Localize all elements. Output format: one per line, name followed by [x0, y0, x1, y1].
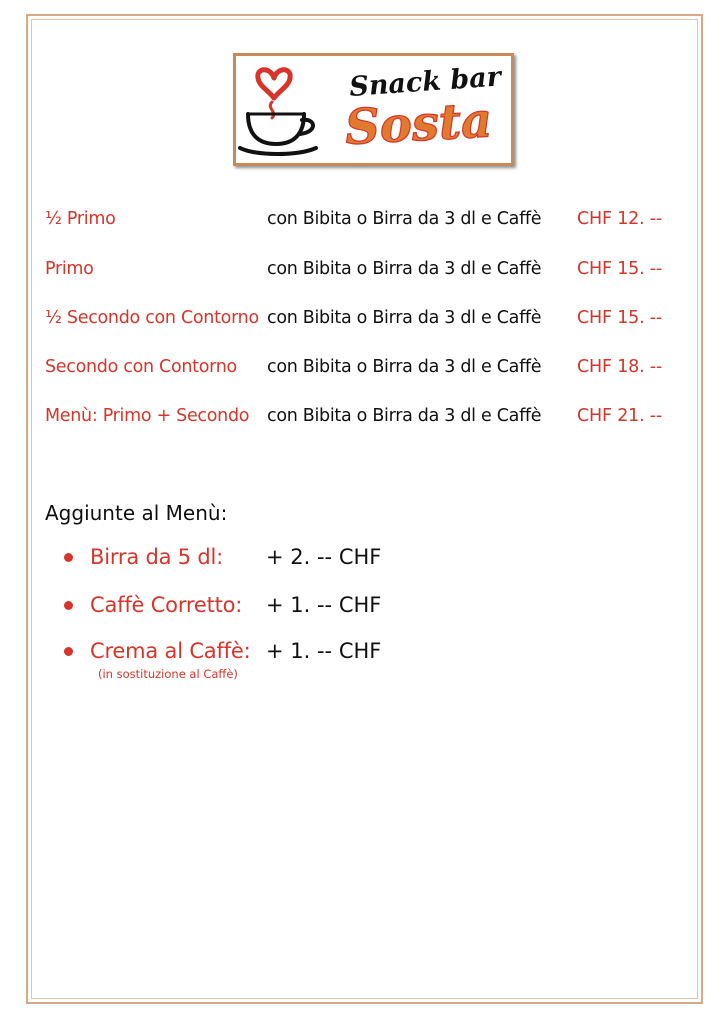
coffee-cup-heart-icon	[236, 56, 511, 163]
menu-item-name: ½ Primo	[45, 209, 116, 229]
addon-note: (in sostituzione al Caffè)	[98, 667, 238, 681]
addon-name: Caffè Corretto:	[90, 593, 243, 617]
menu-item-name: Primo	[45, 259, 94, 279]
bullet-icon	[64, 553, 73, 562]
snack-bar-sosta-logo	[233, 53, 514, 166]
menu-item-description: con Bibita o Birra da 3 dl e Caffè	[267, 406, 542, 426]
svg-text:Snack bar: Snack bar	[348, 61, 502, 103]
addon-price: + 1. -- CHF	[266, 639, 382, 663]
menu-item-description: con Bibita o Birra da 3 dl e Caffè	[267, 259, 542, 279]
addons-heading: Aggiunte al Menù:	[45, 501, 228, 525]
menu-item-name: ½ Secondo con Contorno	[45, 308, 259, 328]
menu-item-description: con Bibita o Birra da 3 dl e Caffè	[267, 308, 542, 328]
menu-item-price: CHF 15. --	[577, 308, 663, 328]
menu-item-price: CHF 21. --	[577, 406, 663, 426]
menu-item-description: con Bibita o Birra da 3 dl e Caffè	[267, 209, 542, 229]
menu-item-price: CHF 18. --	[577, 357, 663, 377]
bullet-icon	[64, 647, 73, 656]
bullet-icon	[64, 601, 73, 610]
addon-name: Birra da 5 dl:	[90, 545, 224, 569]
menu-item-price: CHF 12. --	[577, 209, 663, 229]
addon-name: Crema al Caffè:	[90, 639, 251, 663]
svg-text:Sosta: Sosta	[343, 92, 494, 156]
menu-item-name: Secondo con Contorno	[45, 357, 237, 377]
menu-item-name: Menù: Primo + Secondo	[45, 406, 250, 426]
addon-price: + 1. -- CHF	[266, 593, 382, 617]
menu-item-price: CHF 15. --	[577, 259, 663, 279]
addon-price: + 2. -- CHF	[266, 545, 382, 569]
menu-item-description: con Bibita o Birra da 3 dl e Caffè	[267, 357, 542, 377]
